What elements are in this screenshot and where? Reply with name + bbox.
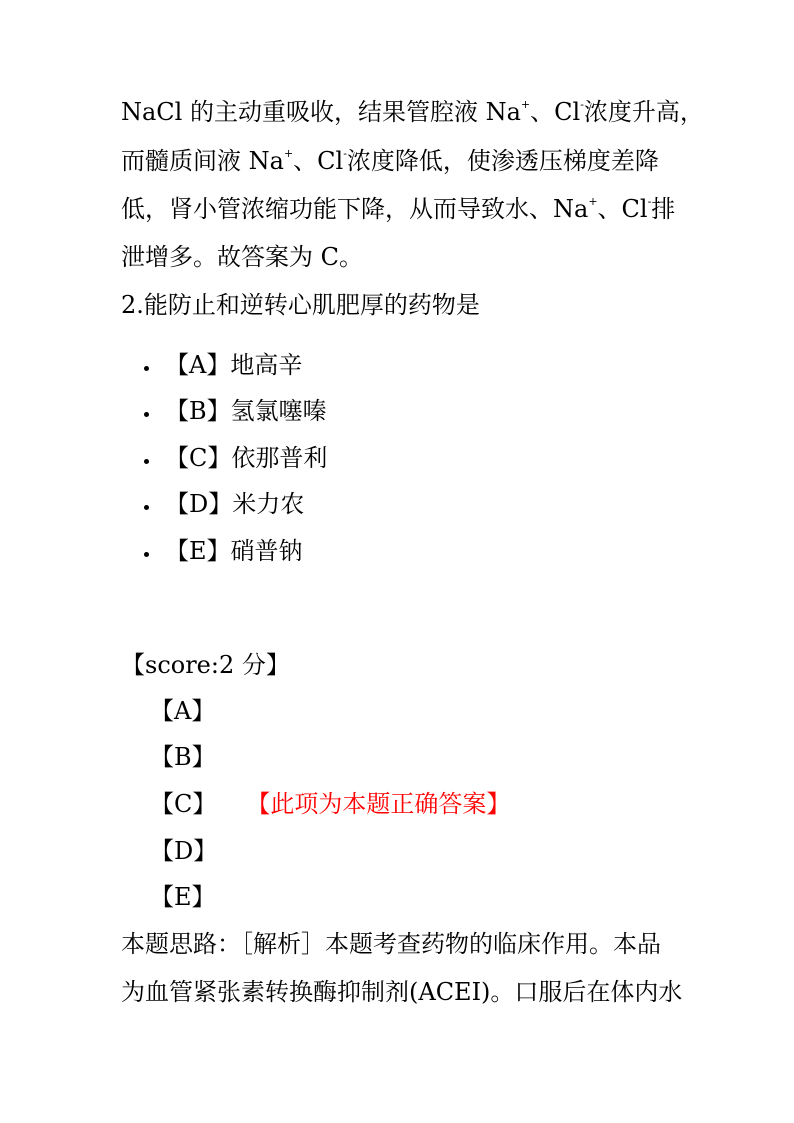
bullet-icon	[144, 412, 149, 417]
explanation-line-4: 泄增多。故答案为 C。	[121, 243, 363, 271]
question-text: 2.能防止和逆转心肌肥厚的药物是	[121, 291, 480, 319]
answer-row-a: 【A】	[150, 697, 216, 725]
explanation-line-1: NaCl 的主动重吸收，结果管腔液 Na+、Cl-浓度升高，	[121, 98, 704, 126]
correct-answer-note: 【此项为本题正确答案】	[258, 790, 511, 818]
option-e: 【E】硝普钠	[144, 536, 303, 566]
option-a: 【A】地高辛	[144, 350, 302, 380]
answer-row-b: 【B】	[150, 743, 216, 771]
answer-row-d: 【D】	[150, 837, 218, 865]
analysis-line-2: 为血管紧张素转换酶抑制剂(ACEI)。口服后在体内水	[121, 978, 683, 1006]
option-d: 【D】米力农	[144, 489, 304, 519]
bullet-icon	[144, 552, 149, 557]
option-b: 【B】氢氯噻嗪	[144, 396, 327, 426]
option-c: 【C】依那普利	[144, 443, 327, 473]
answer-row-c: 【C】 【此项为本题正确答案】	[150, 790, 511, 818]
explanation-line-2: 而髓质间液 Na+、Cl-浓度降低，使渗透压梯度差降	[121, 147, 659, 175]
analysis-line-1: 本题思路：［解析］本题考查药物的临床作用。本品	[121, 930, 661, 958]
bullet-icon	[144, 366, 149, 371]
explanation-line-3: 低，肾小管浓缩功能下降，从而导致水、Na+、Cl-排	[121, 195, 676, 223]
bullet-icon	[144, 459, 149, 464]
bullet-icon	[144, 505, 149, 510]
answer-row-e: 【E】	[150, 883, 216, 911]
score-label: 【score:2 分】	[121, 651, 290, 679]
